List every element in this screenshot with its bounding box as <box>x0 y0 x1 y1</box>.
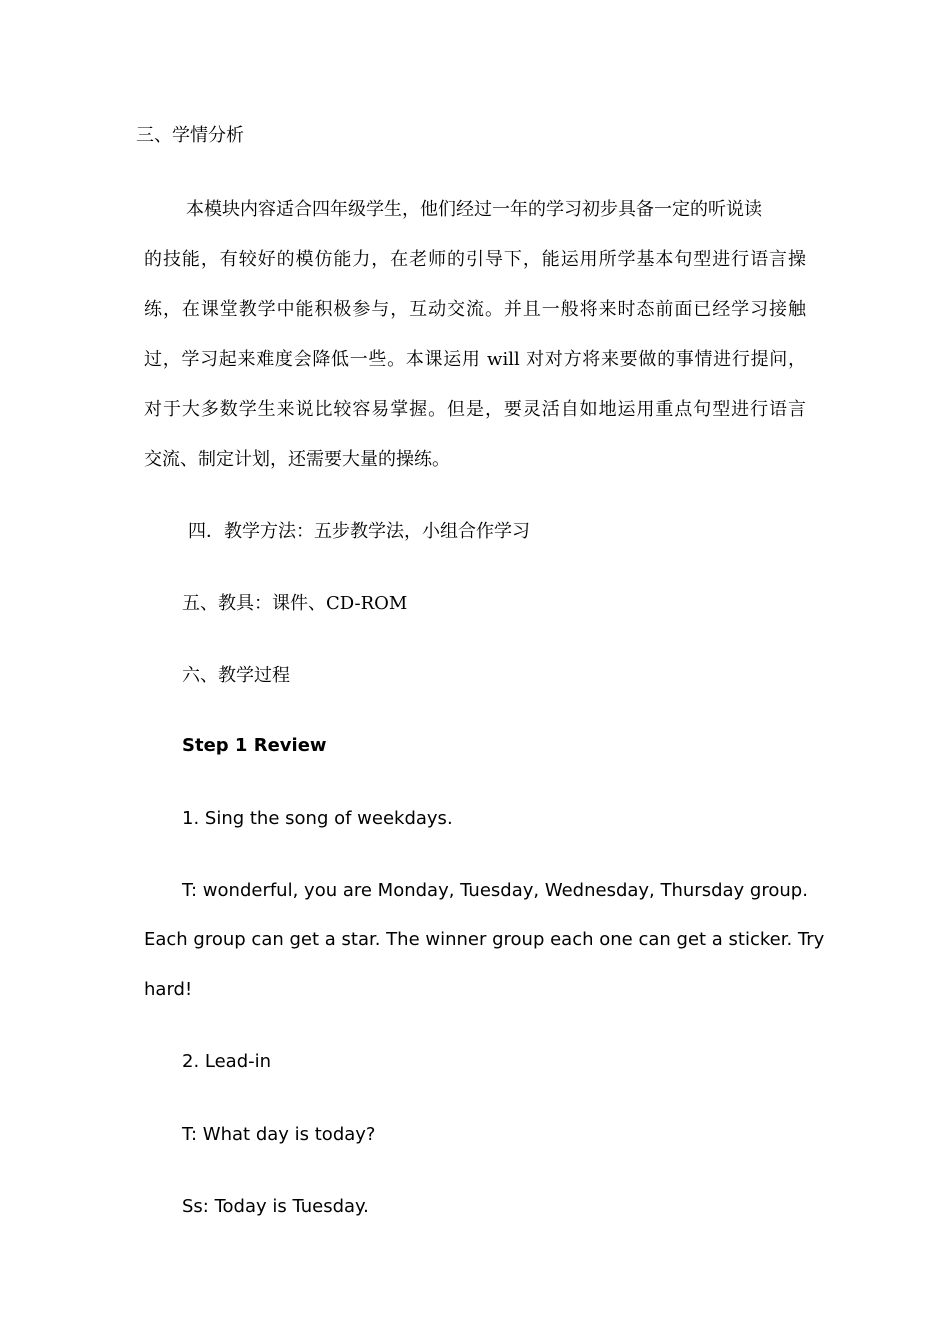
section-4-heading: 四．教学方法：五步教学法，小组合作学习 <box>188 521 530 542</box>
teacher-line-2: Each group can get a star. The winner group each one can get a sticker. Try <box>144 929 825 950</box>
section-3-paragraph-line-3: 练，在课堂教学中能积极参与，互动交流。并且一般将来时态前面已经学习接触 <box>144 299 806 320</box>
teacher-line-3: hard! <box>144 979 193 1000</box>
section-3-paragraph-line-6: 交流、制定计划，还需要大量的操练。 <box>144 449 450 470</box>
step-1-title: Step 1 Review <box>182 735 327 756</box>
section-3-heading: 三、学情分析 <box>136 125 244 146</box>
step-1-item-2: 2. Lead-in <box>182 1051 272 1072</box>
step-1-item-1: 1. Sing the song of weekdays. <box>182 808 453 829</box>
students-answer: Ss: Today is Tuesday. <box>182 1196 369 1217</box>
section-3-paragraph-line-4: 过，学习起来难度会降低一些。本课运用 will 对对方将来要做的事情进行提问， <box>144 349 806 370</box>
teacher-question: T: What day is today? <box>182 1124 376 1145</box>
teacher-line-1: T: wonderful, you are Monday, Tuesday, Wednesday, Thursday group. <box>182 880 808 901</box>
section-3-paragraph-line-5: 对于大多数学生来说比较容易掌握。但是，要灵活自如地运用重点句型进行语言 <box>144 399 806 420</box>
section-5-heading: 五、教具：课件、CD-ROM <box>182 593 408 614</box>
section-6-heading: 六、教学过程 <box>182 665 290 686</box>
section-3-paragraph-line-2: 的技能，有较好的模仿能力，在老师的引导下，能运用所学基本句型进行语言操 <box>144 249 806 270</box>
section-3-paragraph-line-1: 本模块内容适合四年级学生，他们经过一年的学习初步具备一定的听说读 <box>186 199 762 220</box>
